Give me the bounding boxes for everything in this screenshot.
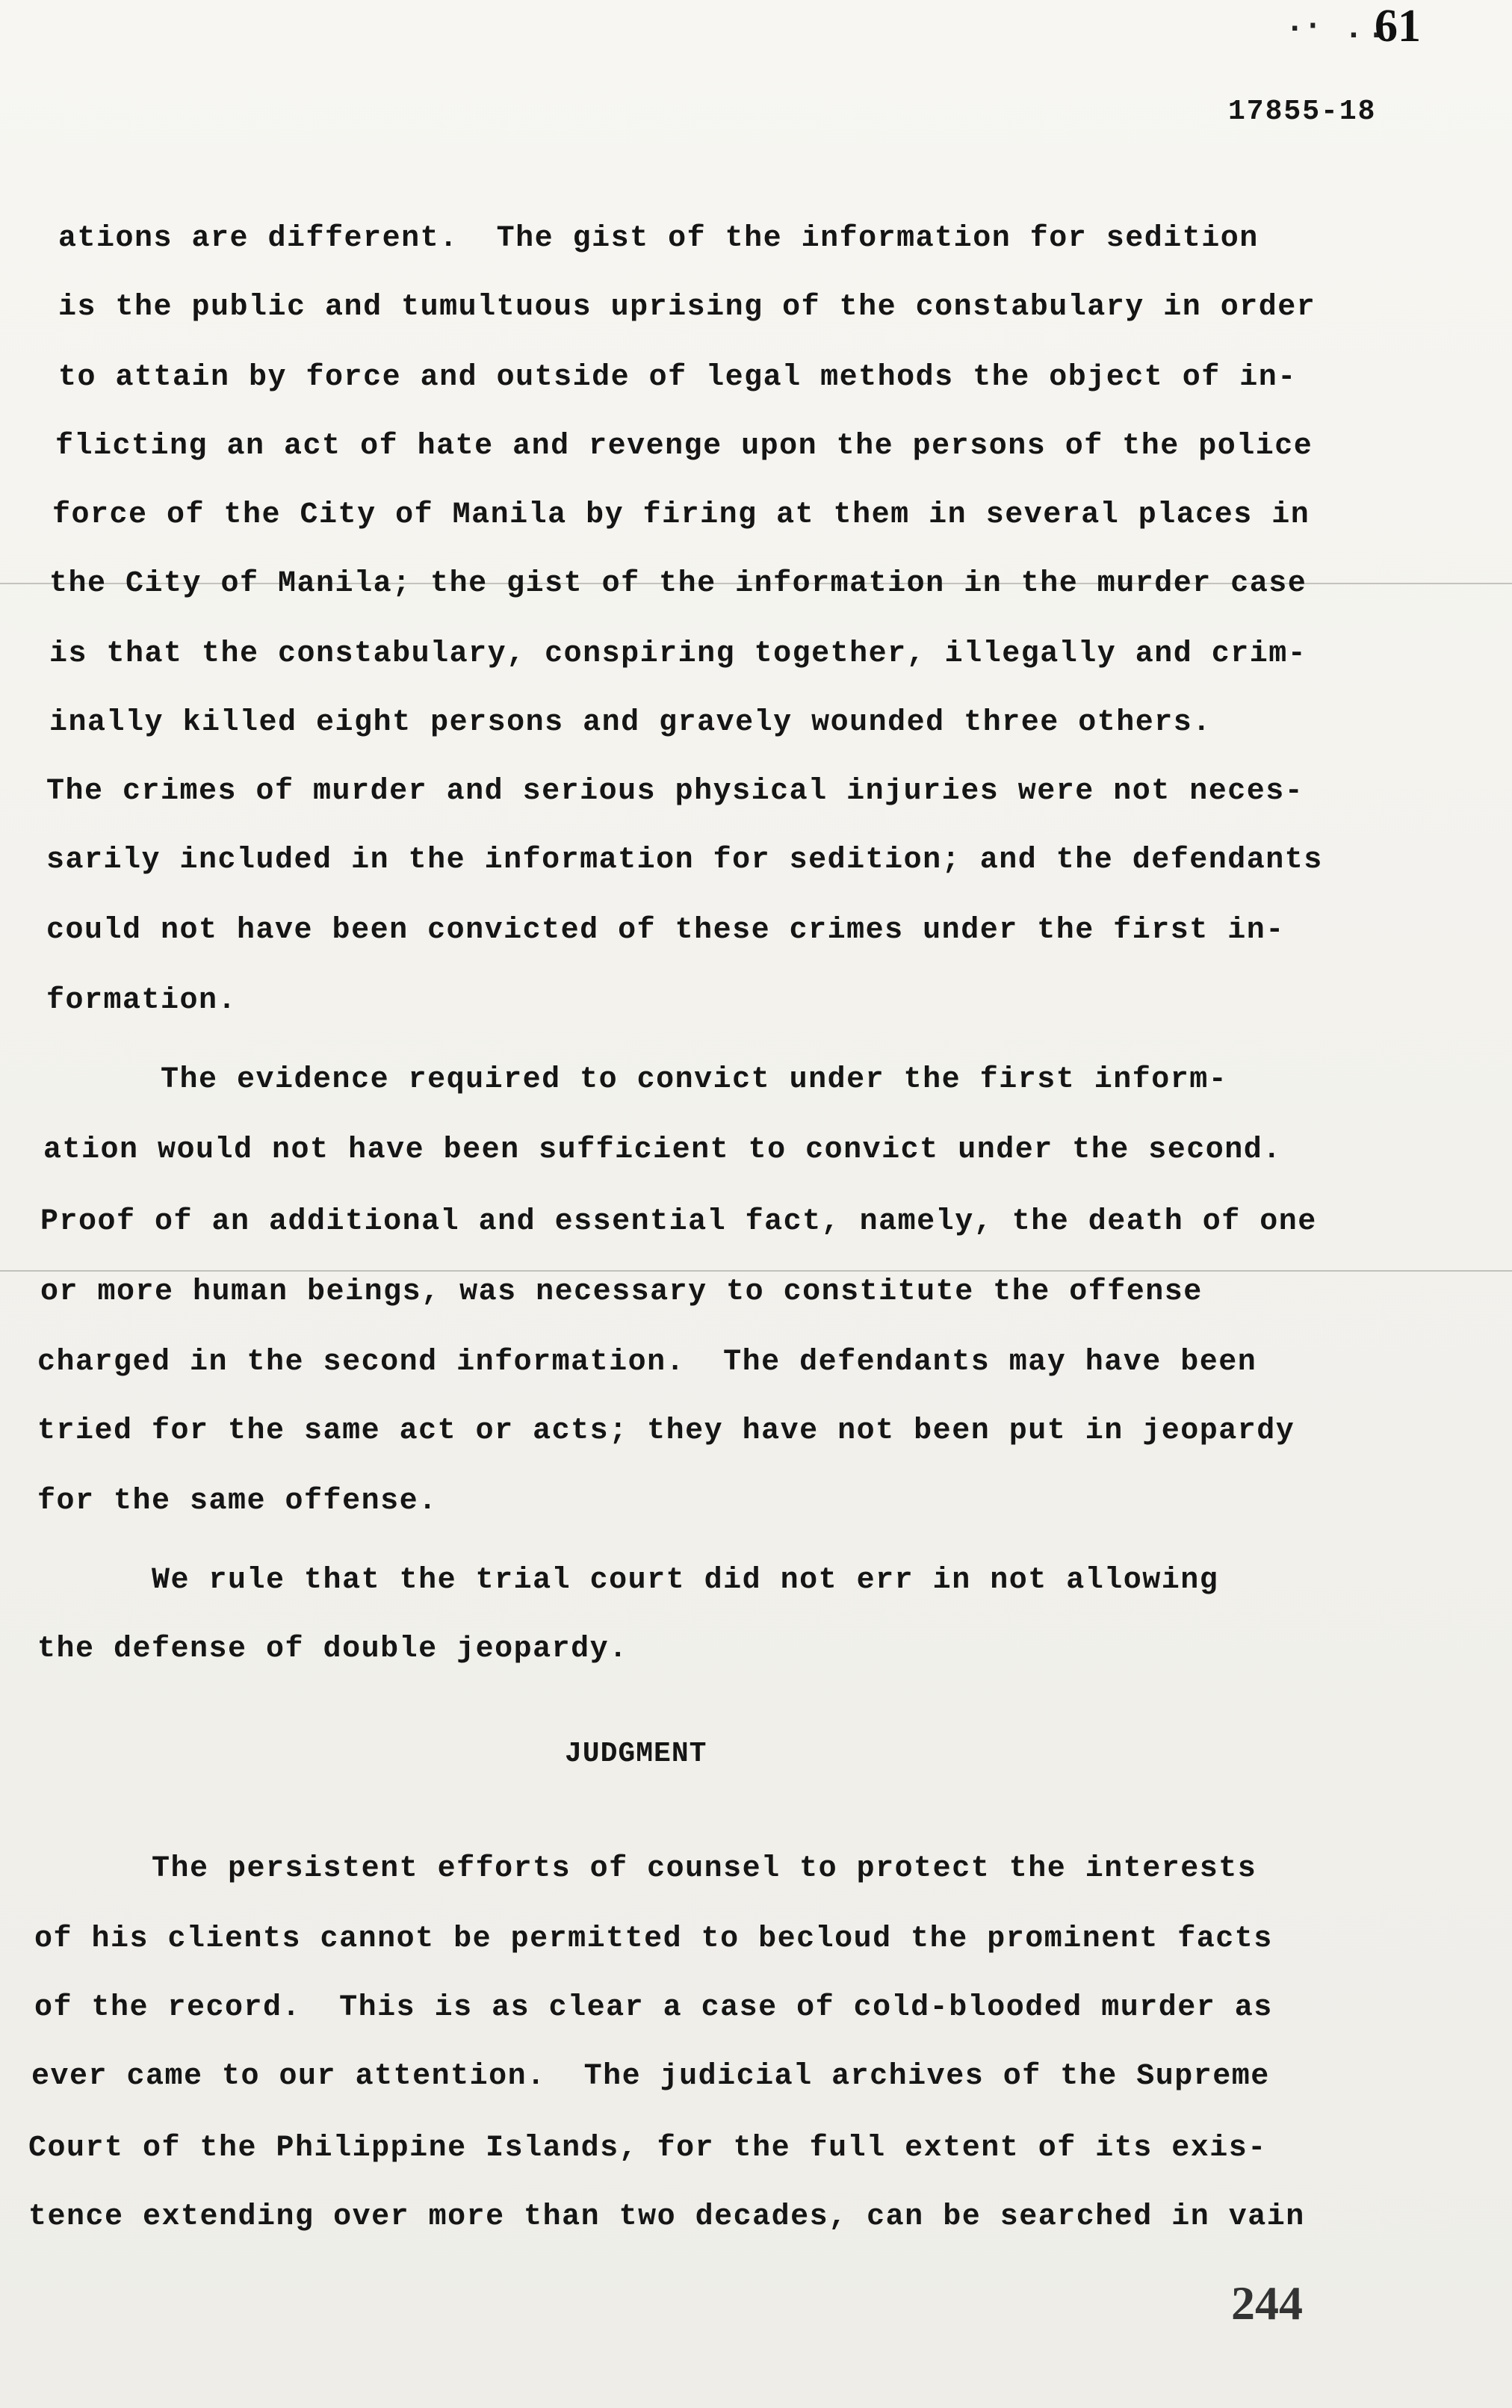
body-line: force of the City of Manila by firing at them in several places in bbox=[52, 498, 1310, 532]
body-line: could not have been convicted of these crimes under the first in- bbox=[46, 914, 1285, 947]
body-line: The evidence required to convict under the first inform- bbox=[46, 1063, 1228, 1097]
case-number: 17855-18 bbox=[1228, 96, 1377, 128]
body-line: the defense of double jeopardy. bbox=[37, 1632, 628, 1666]
body-line: The crimes of murder and serious physical injuries were not neces- bbox=[46, 775, 1304, 808]
body-line: We rule that the trial court did not err in not allowing bbox=[37, 1564, 1219, 1597]
body-line: tried for the same act or acts; they have not been put in jeopardy bbox=[37, 1414, 1295, 1448]
body-line: flicting an act of hate and revenge upon the persons of the police bbox=[55, 430, 1313, 463]
body-line: to attain by force and outside of legal methods the object of in- bbox=[58, 361, 1297, 394]
scan-line bbox=[0, 1270, 1512, 1272]
body-line: Proof of an additional and essential fact, namely, the death of one bbox=[40, 1205, 1317, 1239]
body-line: charged in the second information. The defendants may have been bbox=[37, 1346, 1257, 1379]
body-line: formation. bbox=[46, 984, 238, 1018]
body-line: the City of Manila; the gist of the information in the murder case bbox=[49, 567, 1307, 601]
body-line: of his clients cannot be permitted to becloud the prominent facts bbox=[34, 1922, 1273, 1956]
body-line: ation would not have been sufficient to convict under the second. bbox=[43, 1133, 1282, 1167]
body-line: tence extending over more than two decades, can be searched in vain bbox=[28, 2200, 1305, 2234]
corner-mark: ·‧ .. bbox=[1285, 10, 1389, 48]
body-line: inally killed eight persons and gravely wounded three others. bbox=[49, 706, 1212, 740]
stamp-number: 244 bbox=[1231, 2277, 1303, 2330]
body-line: ever came to our attention. The judicial archives of the Supreme bbox=[31, 2060, 1270, 2093]
body-line: The persistent efforts of counsel to protect the interests bbox=[37, 1852, 1257, 1886]
section-heading: JUDGMENT bbox=[565, 1738, 707, 1770]
body-line: Court of the Philippine Islands, for the full extent of its exis- bbox=[28, 2132, 1267, 2165]
body-line: of the record. This is as clear a case of cold-blooded murder as bbox=[34, 1991, 1273, 2025]
body-line: for the same offense. bbox=[37, 1485, 438, 1518]
body-line: sarily included in the information for sedition; and the defendants bbox=[46, 844, 1323, 877]
page-number: 61 bbox=[1375, 1, 1421, 52]
body-line: ations are different. The gist of the information for sedition bbox=[58, 222, 1259, 256]
body-line: or more human beings, was necessary to constitute the offense bbox=[40, 1275, 1203, 1309]
body-line: is that the constabulary, conspiring together, illegally and crim- bbox=[49, 637, 1307, 671]
body-line: is the public and tumultuous uprising of the constabulary in order bbox=[58, 291, 1316, 324]
